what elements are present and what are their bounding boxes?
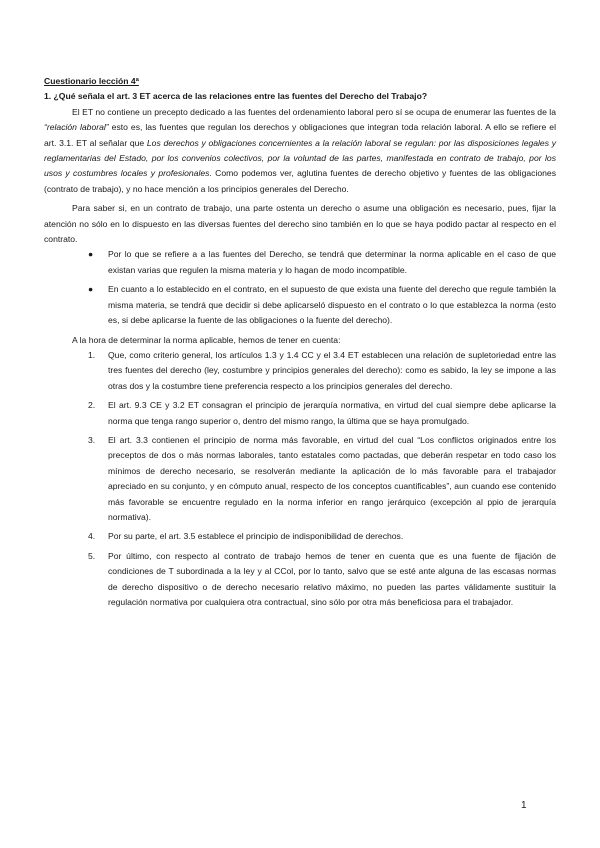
bullet-icon: ● <box>88 284 94 295</box>
numbered-list <box>44 348 556 611</box>
numbered-item <box>88 529 556 544</box>
document-body <box>44 74 556 614</box>
paragraph-2: Para saber si, en un contrato de trabajo, una parte ostenta un derecho o asume una obligación es necesario, pues, fijar la atención no sólo en lo dispuesto en las diversas fuentes del derecho sino también en lo que se haya podido pactar al respecto en el contrato. <box>44 203 556 245</box>
bullet-item <box>88 247 556 278</box>
question-title: 1. ¿Qué señala el art. 3 ET acerca de las relaciones entre las fuentes del Derecho del Trabajo? <box>44 91 428 102</box>
item-text: El art. 3.3 contienen el principio de norma más favorable, en virtud del cual “Los conflictos originados entre los preceptos de dos o más normas laborales, tanto estatales como pactadas, que deberán respetar en todo caso los mínimos de derecho necesario, se resolverán mediante la aplicación de lo más favorable para el trabajador apreciado en su conjunto, y en cómputo anual, respecto de los conceptos cuantificables”, aun cuando ese contenido más favorable se encuentre regulado en la norma inferior en rango jerárquico (excepción al ppio de jerarquía normativa). <box>108 434 556 522</box>
item-text: El art. 9.3 CE y 3.2 ET consagran el principio de jerarquía normativa, en virtud del cual siempre debe aplicarse la norma que tenga rango superior o, dentro del mismo rango, la última que se haya promulgado. <box>108 400 556 426</box>
numbered-item <box>88 433 556 525</box>
paragraph-1-text-a: El ET no contiene un precepto dedicado a las fuentes del ordenamiento laboral pero sí se ocupa de enumerar las fuentes de la <box>72 106 556 117</box>
paragraph-1-text-e: Como podemos ver, aglutina fuentes de derecho objetivo y fuentes de las obligaciones (contrato de trabajo), y no hace mención a los principios generales del Derecho. <box>44 168 556 194</box>
page-number: 1 <box>521 800 527 811</box>
item-number: 2. <box>88 400 96 411</box>
numbered-item <box>88 398 556 429</box>
bullet-text: Por lo que se refiere a a las fuentes del Derecho, se tendrá que determinar la norma aplicable en el caso de que existan varias que regulen la misma materia y lo hagan de modo incompatible. <box>108 249 556 275</box>
paragraph-1-quote: “relación laboral” <box>44 122 109 133</box>
item-number: 5. <box>88 550 96 561</box>
numbered-item <box>88 348 556 394</box>
section-heading: Cuestionario lección 4ª <box>44 76 139 86</box>
item-text: Por su parte, el art. 3.5 establece el principio de indisponibilidad de derechos. <box>108 531 404 542</box>
list-intro: A la hora de determinar la norma aplicable, hemos de tener en cuenta: <box>72 334 341 345</box>
paragraph-1-text-c: esto es, las fuentes que regulan los derechos y obligaciones que integran toda relación laboral. A ello se refiere el art. 3.1. ET al señalar que <box>44 122 556 148</box>
item-text: Que, como criterio general, los artículos 1.3 y 1.4 CC y el 3.4 ET establecen una relación de supletoriedad entre las tres fuentes del derecho (ley, costumbre y principios generales del derecho): como es sabido, la ley se impone a las otras dos y la costumbre tiene preferencia respecto a los principios generales del derecho. <box>108 349 556 391</box>
bullet-icon: ● <box>88 249 94 260</box>
item-text: Por último, con respecto al contrato de trabajo hemos de tener en cuenta que es una fuente de fijación de condiciones de T subordinada a la ley y al CCol, por lo tanto, salvo que se esté ante alguna de las escasas normas de derecho dispositivo o de derecho necesario relativo máximo, no pueden las partes válidamente sustituir la regulación normativa por cualquiera otra contractual, sino sólo por otra más beneficiosa para el trabajador. <box>108 550 556 607</box>
paragraph-1 <box>44 105 556 197</box>
bullet-list <box>44 247 556 328</box>
bullet-text: En cuanto a lo establecido en el contrato, en el supuesto de que exista una fuente del derecho que regule también la misma materia, se tendrá que decidir si debe aplicarseló dispuesto en el contrato o lo que establezca la norma (esto es, si debe aplicarse la fuente de las obligaciones o la fuente del derecho). <box>108 284 556 326</box>
bullet-item <box>88 282 556 328</box>
item-number: 3. <box>88 434 96 445</box>
paragraph-1-citation: Los derechos y obligaciones concernientes a la relación laboral se regulan: por las disposiciones legales y reglamentarias del Estado, por los convenios colectivos, por la voluntad de las partes, manifestada en contrato de trabajo, por los usos y costumbres locales y profesionales. <box>44 137 556 179</box>
item-number: 1. <box>88 349 96 360</box>
item-number: 4. <box>88 531 96 542</box>
numbered-item <box>88 549 556 611</box>
